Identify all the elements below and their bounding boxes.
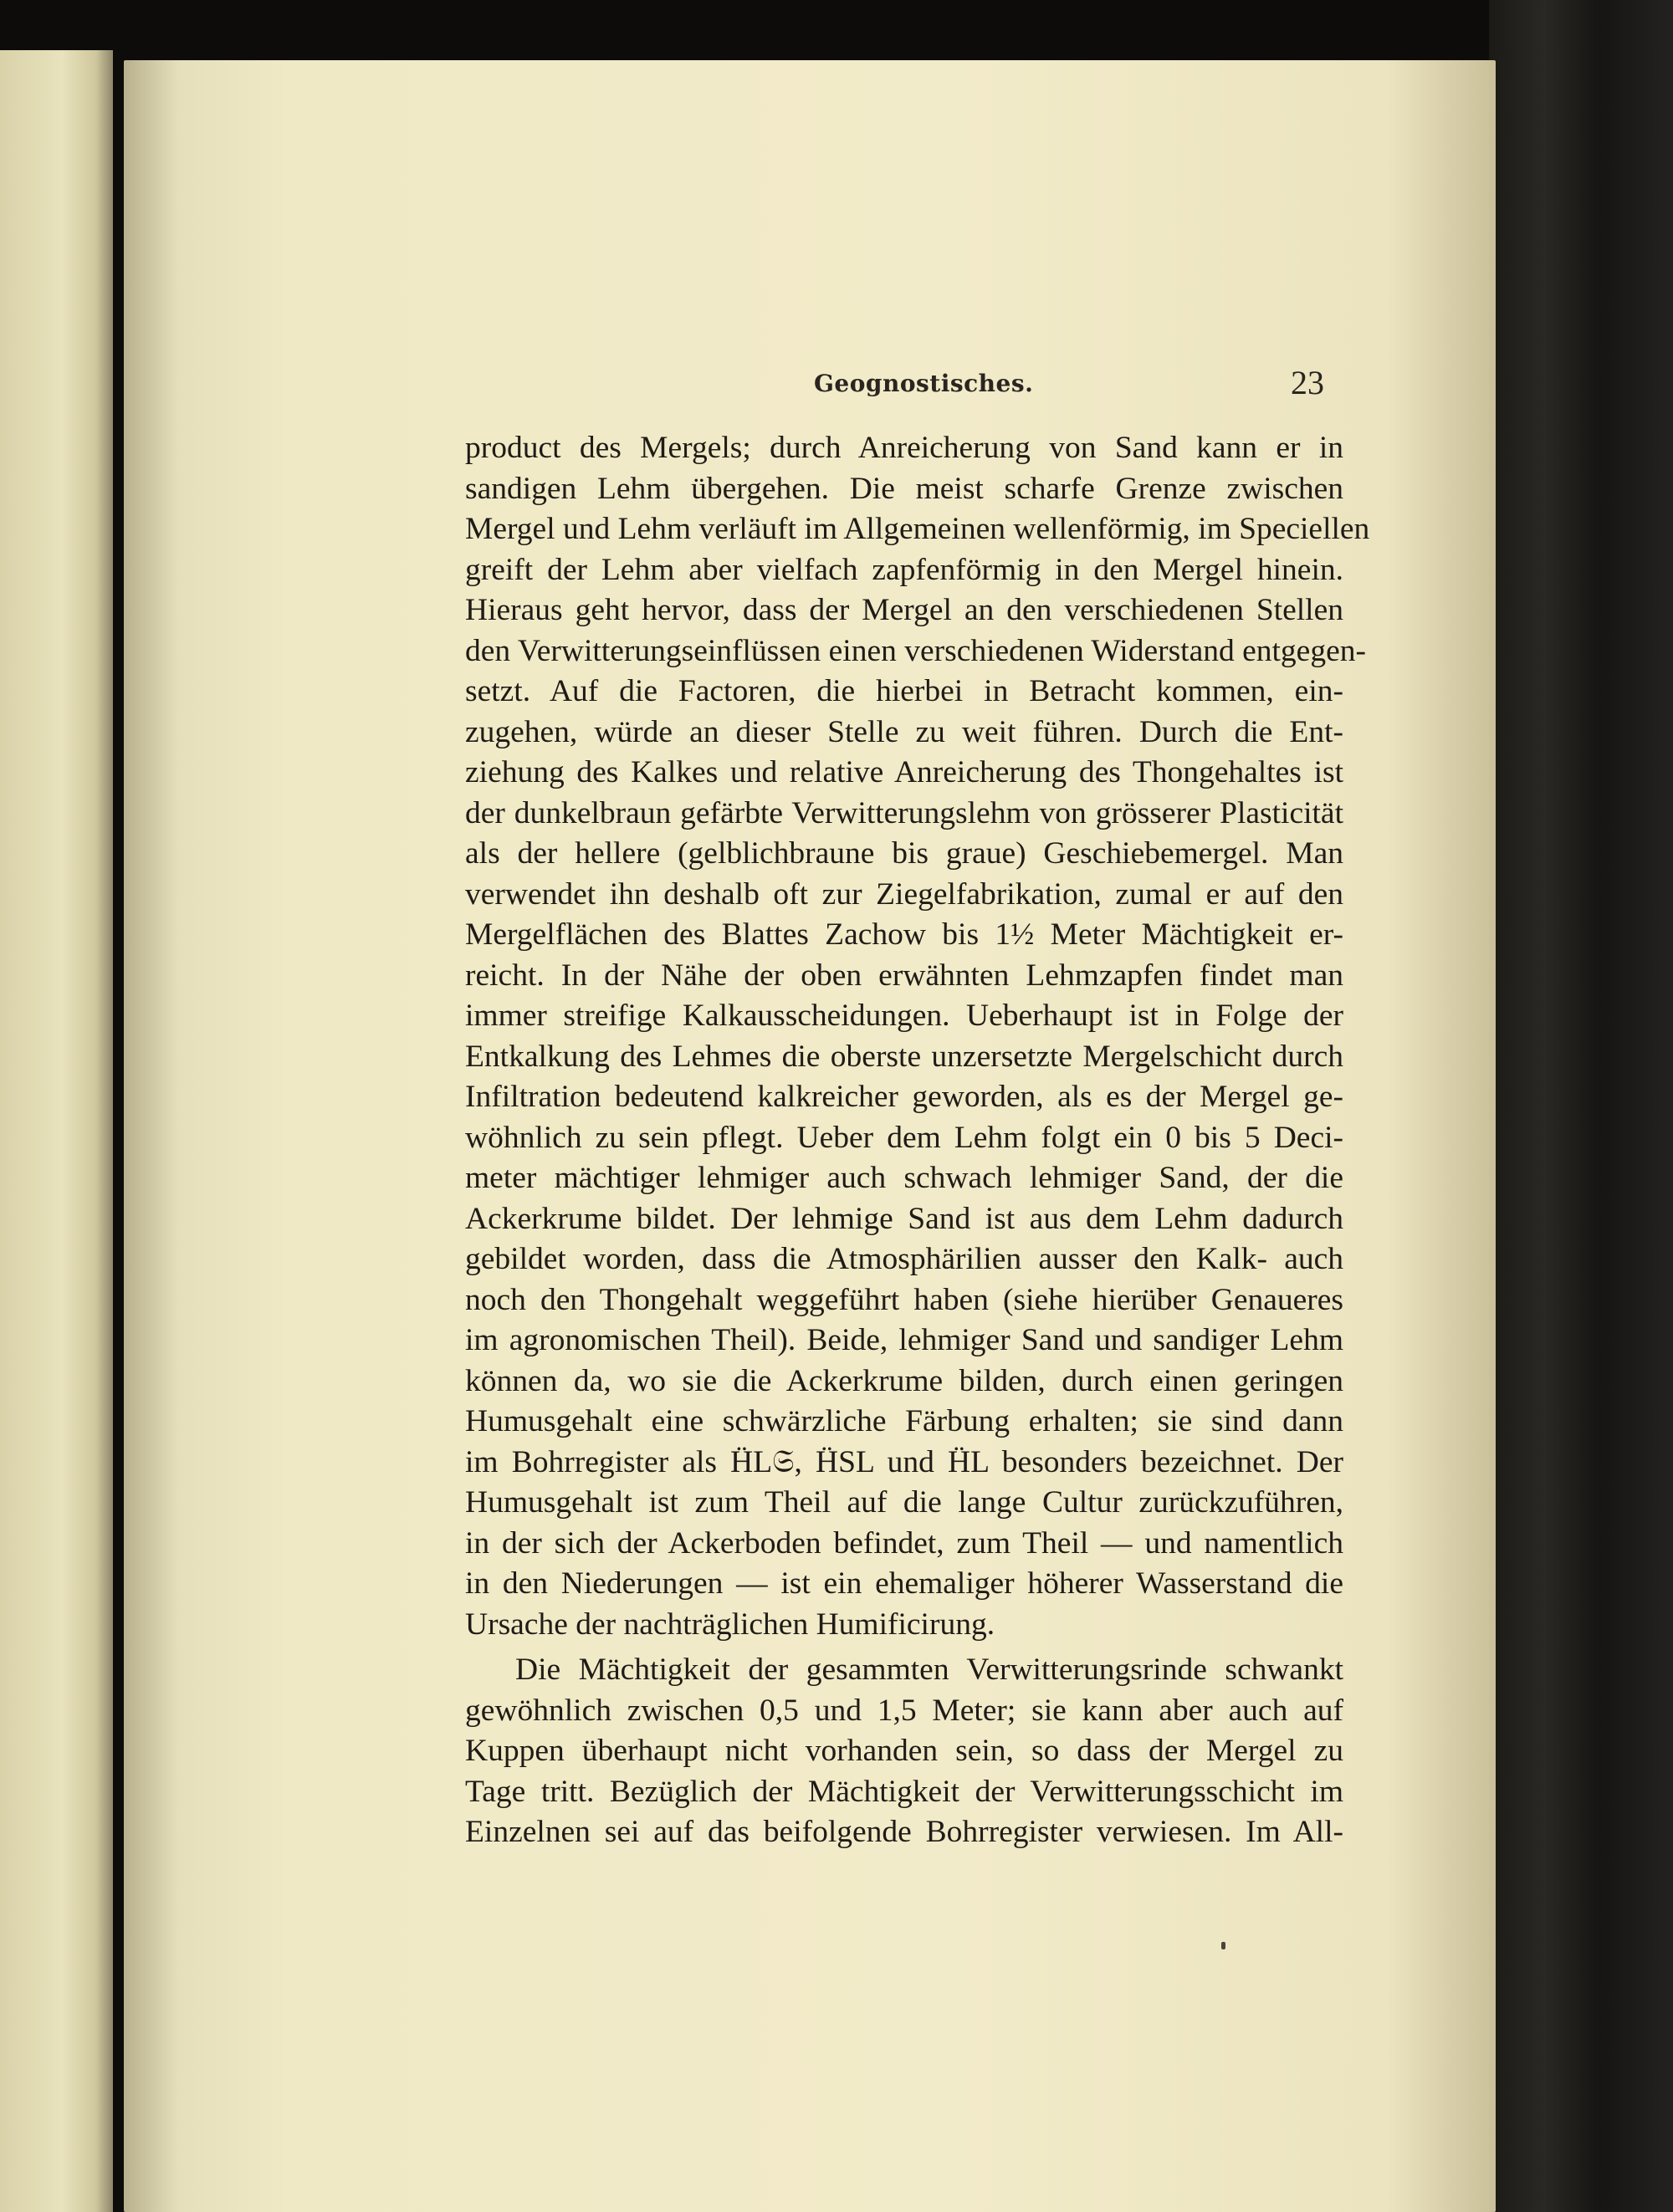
- text-line: Hieraus geht hervor, dass der Mergel an den verschiedenen Stellen: [465, 593, 1343, 627]
- text-line: Entkalkung des Lehmes die oberste unzersetzte Mergelschicht durch: [465, 1039, 1343, 1074]
- text-line: im Bohrregister als ḦL𝔖, ḦSL und ḦL besonders bezeichnet. Der: [465, 1444, 1343, 1479]
- text-line: der dunkelbraun gefärbte Verwitterungslehm von grösserer Plasticität: [465, 795, 1343, 830]
- text-line: Mergelflächen des Blattes Zachow bis 1½ Meter Mächtigkeit er-: [465, 917, 1343, 952]
- paragraph-2: [465, 1650, 1343, 1853]
- text-line: reicht. In der Nähe der oben erwähnten Lehmzapfen findet man: [465, 958, 1343, 993]
- text-line: Einzelnen sei auf das beifolgende Bohrregister verwiesen. Im All-: [465, 1815, 1343, 1849]
- text-line: setzt. Auf die Factoren, die hierbei in Betracht kommen, ein-: [465, 674, 1343, 708]
- text-line: gewöhnlich zwischen 0,5 und 1,5 Meter; sie kann aber auch auf: [465, 1693, 1343, 1728]
- text-line: wöhnlich zu sein pflegt. Ueber dem Lehm folgt ein 0 bis 5 Deci-: [465, 1120, 1343, 1155]
- text-line: product des Mergels; durch Anreicherung von Sand kann er in: [465, 431, 1343, 465]
- ink-speck: [1221, 1942, 1225, 1949]
- text-line: Ackerkrume bildet. Der lehmige Sand ist aus dem Lehm dadurch: [465, 1201, 1343, 1236]
- text-line: Mergel und Lehm verläuft im Allgemeinen wellenförmig, im Speciellen: [465, 512, 1370, 546]
- text-line: greift der Lehm aber vielfach zapfenförmig in den Mergel hinein.: [465, 552, 1343, 587]
- text-line: Infiltration bedeutend kalkreicher geworden, als es der Mergel ge-: [465, 1080, 1343, 1114]
- text-line: in der sich der Ackerboden befindet, zum Theil — und namentlich: [465, 1525, 1343, 1561]
- text-line: noch den Thongehalt weggeführt haben (siehe hierüber Genaueres: [465, 1282, 1343, 1317]
- text-line: gebildet worden, dass die Atmosphärilien ausser den Kalk- auch: [465, 1242, 1343, 1276]
- text-line: sandigen Lehm übergehen. Die meist scharfe Grenze zwischen: [465, 471, 1343, 506]
- text-line: Humusgehalt eine schwärzliche Färbung erhalten; sie sind dann: [465, 1404, 1343, 1438]
- text-line: in den Niederungen — ist ein ehemaliger höherer Wasserstand die: [465, 1566, 1343, 1601]
- text-line: verwendet ihn deshalb oft zur Ziegelfabrikation, zumal er auf den: [465, 876, 1343, 912]
- text-line: im agronomischen Theil). Beide, lehmiger Sand und sandiger Lehm: [465, 1323, 1343, 1357]
- text-line: zugehen, würde an dieser Stelle zu weit führen. Durch die Ent-: [465, 714, 1343, 749]
- text-line: den Verwitterungseinflüssen einen verschiedenen Widerstand entgegen-: [465, 633, 1366, 668]
- text-line: Humusgehalt ist zum Theil auf die lange Cultur zurückzuführen,: [465, 1485, 1343, 1520]
- text-line: können da, wo sie die Ackerkrume bilden, durch einen geringen: [465, 1363, 1343, 1398]
- page-number: 23: [1291, 364, 1324, 401]
- book-cover-edge: [1489, 0, 1673, 2212]
- text-line: ziehung des Kalkes und relative Anreicherung des Thongehaltes ist: [465, 755, 1343, 789]
- text-line: immer streifige Kalkausscheidungen. Ueberhaupt ist in Folge der: [465, 999, 1343, 1033]
- book-page: [124, 60, 1496, 2212]
- text-line: Die Mächtigkeit der gesammten Verwitterungsrinde schwankt: [515, 1653, 1343, 1687]
- text-line: meter mächtiger lehmiger auch schwach lehmiger Sand, der die: [465, 1161, 1343, 1195]
- previous-page-edge: [0, 50, 113, 2212]
- text-line: als der hellere (gelblichbraune bis graue) Geschiebemergel. Man: [465, 836, 1343, 871]
- text-line: Kuppen überhaupt nicht vorhanden sein, so dass der Mergel zu: [465, 1734, 1343, 1768]
- body-text: [465, 428, 1370, 1853]
- running-title: Geognostisches.: [814, 370, 1034, 397]
- text-line: Ursache der nachträglichen Humificirung.: [465, 1607, 995, 1642]
- text-line: Tage tritt. Bezüglich der Mächtigkeit der Verwitterungsschicht im: [465, 1774, 1343, 1809]
- paragraph-1: [465, 428, 1370, 1645]
